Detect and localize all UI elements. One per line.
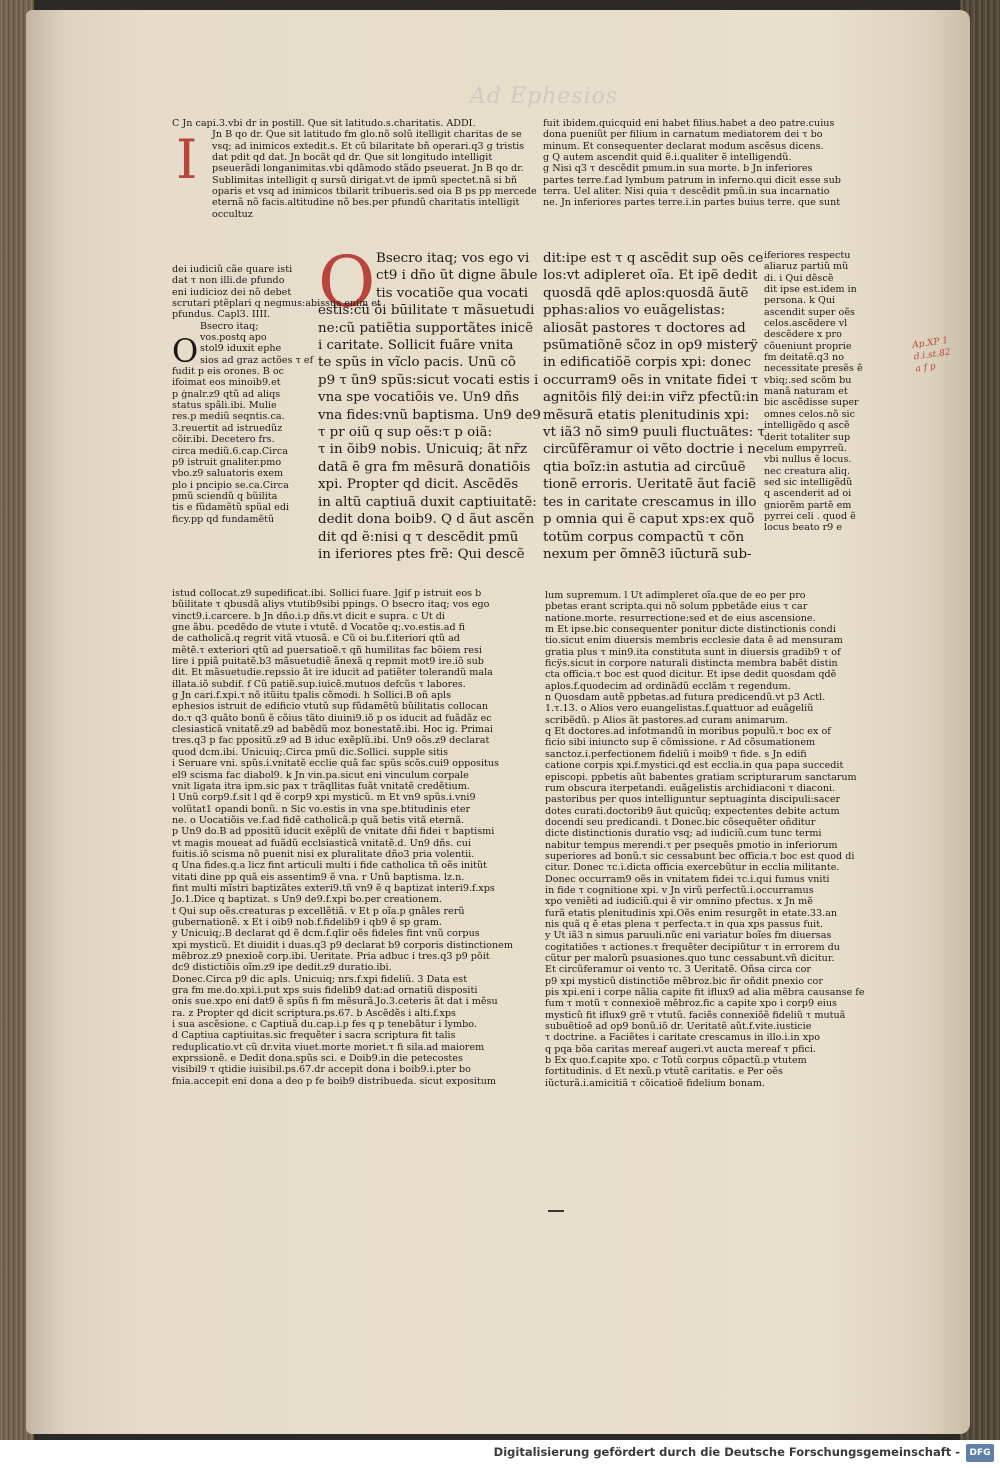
gloss-line: derit totaliter sup	[764, 431, 851, 443]
gloss-line: ascendit super oẽs	[764, 306, 855, 318]
commentary-line: illata.iõ subdif. f Cũ patiẽ.sup.iuicẽ.mutuos defcũs τ labores.	[172, 678, 466, 690]
commentary-line: xpi mysticũ. Et diuidit i duas.q3 p9 declarat b9 corporis distinctionem	[172, 939, 513, 951]
gloss-line: dat τ non illi.de pfundo	[172, 275, 285, 287]
commentary-line: fnia.accepit eni dona a deo p fe boib9 distribueda. sicut expositum	[172, 1075, 497, 1087]
commentary-line: Jo.1.Dice q baptizat. s Un9 de9.f.xpi bo.per creationem.	[172, 894, 442, 906]
gloss-line: scrutari ptẽplari q negmus:abissus enim et	[172, 298, 381, 310]
gloss-line: q ascenderit ad oi	[764, 488, 852, 500]
gloss-line: Bsecro itaq;	[200, 320, 259, 332]
commentary-line: partes terre.f.ad lymbum patrum in inferno.qui dicit esse sub	[543, 174, 841, 186]
commentary-line: volũtat1 opandi bonũ. n Sic vo.estis in vna spe.btitudinis eter	[172, 803, 471, 815]
commentary-line: 1.τ.13. o Alios vero euangelistas.f.quattuor ad euãgeliũ	[545, 703, 814, 715]
commentary-line: tio.sicut enim diuersis membris ecclesie data ẽ ad mensuram	[545, 635, 843, 647]
gloss-line: iferiores respectu	[764, 250, 851, 261]
commentary-line: i Seruare vni. spũs.i.vnitatẽ ecclie quã fac spũs scõs.cui9 oppositus	[172, 758, 499, 770]
gloss-line: gniorẽm partẽ em	[764, 499, 852, 511]
gloss-line: cõir.ibi. Decetero frs.	[172, 434, 275, 446]
commentary-line: ephesios istruit de edificio vtutũ sup fũdamẽtũ bũilitatis collocan	[172, 701, 489, 713]
commentary-line: m Et ipse.bic consequenter ponitur dicte distinctionis condi	[545, 624, 836, 636]
commentary-line: lire i ppiã puitatẽ.b3 mãsuetudiẽ ãnexã q repmit mot9 ire.iõ sub	[172, 656, 484, 668]
commentary-line: exprssionẽ. e Dedit dona.spũs sci. e Doib9.in die petecostes	[172, 1053, 463, 1065]
gloss-line: pfundus. Capl3. IIII.	[172, 309, 271, 321]
commentary-line: Donec occurram9 oẽs in vnitatem fidei τc.i.qui fumus vniti	[545, 873, 830, 885]
commentary-line: docendi seu predicandi. t Donec.bic cõsequẽter oñditur	[545, 816, 816, 828]
commentary-line: vnit ligata itra ipm.sic pax τ trãqllitas fuãt vnitatẽ credẽtium.	[172, 780, 470, 792]
scripture-line: agnitõis filÿ dei:in vir̃z pfectũ:in	[543, 390, 759, 406]
gloss-line: circa mediũ.6.cap.Circa	[172, 445, 288, 457]
commentary-line: sanctoz.i.perfectionem fideliũ i moib9 τ fide. s Jn edifi	[545, 748, 807, 760]
right-gloss-narrow	[764, 250, 912, 534]
gloss-line: status spãli.ibi. Mulie	[172, 400, 277, 412]
commentary-line: ne. o Uocatiõis ve.f.ad fidẽ catholicã.p quã betis vitã eternã.	[172, 814, 465, 826]
commentary-line: onis sue.xpo eni dat9 ẽ spũs fi fm mẽsurã.Jo.3.ceteris ãt dat i mẽsu	[172, 996, 498, 1008]
scripture-line: p9 τ ũn9 spũs:sicut vocati estis i	[318, 372, 539, 388]
gloss-line: res.p mediũ seqntis.ca.	[172, 411, 285, 423]
scripture-line: los:vt adipleret oĩa. Et ipẽ dedit	[543, 268, 758, 284]
gloss-line: p ġnalr.z9 qtũ ad aliqs	[172, 388, 281, 400]
commentary-line: dit. Et mãsuetudie.repssio ãt ire iducit ad patiẽter tolerandũ mala	[172, 667, 493, 679]
gloss-line: vbiq;.sed scõm bu	[764, 374, 852, 386]
scripture-line: vt iã3 nõ sim9 puuli fluctuãtes: τ	[543, 425, 765, 441]
running-head: Ad Ephesios	[470, 84, 619, 109]
commentary-line: fum τ motũ τ connexioẽ mẽbroz.fic a capite xpo i corp9 eius	[545, 998, 837, 1010]
commentary-line: y Unicuiq;.B declarat qd ẽ dcm.f.qlir oẽs fideles fint vnũ corpus	[172, 928, 480, 940]
scripture-line: nexum per õmnẽ3 iũcturã sub-	[543, 546, 752, 562]
commentary-line: gubernationẽ. x Et i oib9 nob.f.fidelib9 i qb9 ẽ sp gram.	[172, 916, 442, 928]
commentary-line: g Nisi q3 τ descẽdit pmum.in sua morte. b Jn inferiores	[543, 163, 813, 175]
commentary-line: nabitur tempus merendi.τ per psequẽs pmotio in inferiorum	[545, 839, 838, 851]
commentary-line: gne ãbu. pcedẽdo de vtute i vtutẽ. d Vocatõe q;.vo.estis.ad fi	[172, 622, 466, 634]
gloss-line: sios ad graz actões τ ef	[200, 354, 314, 366]
initial-I-rubric: I	[176, 128, 198, 191]
commentary-line: nis quã q ẽ etas plena τ perfecta.τ in qua xps passus fuit.	[545, 918, 824, 930]
gloss-line: celum empyrreũ.	[764, 442, 847, 454]
commentary-line: fint multi mĩstri baptizãtes exteri9.tñ vn9 ẽ q baptizat interi9.f.xps	[172, 882, 495, 894]
scripture-line: circũfẽramur oi vẽto doctrie i ne	[543, 442, 764, 458]
commentary-line: mysticũ fit iflux9 grẽ τ vtutũ. faciẽs connexiõẽ fideliũ τ mutuã	[545, 1009, 846, 1021]
gloss-line: pmũ sciendũ q bũilita	[172, 490, 278, 502]
left-gloss-narrow	[172, 264, 381, 525]
commentary-line: iũcturã.i.amicitiã τ cõicatioẽ fidelium bonam.	[545, 1077, 765, 1089]
gloss-line: eni iudicioz dei nõ debet	[172, 286, 292, 298]
scripture-line: dedit dona boib9. Q d ãut ascẽn	[318, 512, 535, 528]
gloss-line: vbi nullus ẽ locus.	[764, 454, 852, 466]
gloss-line: omnes celos.nõ sic	[764, 408, 855, 420]
gloss-line: descẽdere x pro	[764, 329, 842, 341]
initial-O-gloss: O	[172, 332, 199, 370]
commentary-line: l Unũ corp9.f.sit l qd ẽ corp9 xpi mysticũ. m Et vn9 spũs.i.vni9	[172, 792, 476, 804]
commentary-line: gratia plus τ min9.ita constituta sunt in diuersis gradib9 τ of	[545, 646, 841, 658]
commentary-line: τ doctrine. a Faciẽtes i caritate crescamus in illo.i.in xpo	[545, 1032, 821, 1044]
scripture-line: estis:cũ õi būilitate τ mãsuetudi	[318, 303, 535, 319]
commentary-line: de catholicã.q regrit vitã vtuosã. e Cũ oi bu.f.iteriori qtũ ad	[172, 633, 460, 645]
commentary-line: t Qui sup oẽs.creaturas p excellẽtiã. v Et p oĩa.p gnãles rerũ	[172, 905, 465, 917]
scripture-line: in iferiores ptes frẽ: Qui descẽ	[318, 546, 525, 562]
commentary-line: dona pueniũt per filium in carnatum mediatorem dei τ bo	[543, 129, 823, 141]
gloss-line: tis e fũdamẽtũ spũal edi	[172, 502, 290, 514]
scripture-line: mẽsurã etatis plenitudinis xpi:	[543, 407, 750, 423]
commentary-line: scribẽdũ. p Alios ãt pastores.ad curam animarum.	[545, 714, 789, 726]
footer-bar	[0, 1440, 1000, 1468]
commentary-line: lum supremum. l Ut adimpleret oĩa.que de eo per pro	[545, 590, 806, 601]
commentary-line: quod dcm.ibi. Unicuiq;.Circa pmũ dic.Sollici. supple sitis	[172, 746, 449, 758]
gloss-line: C Jn capi.3.vbi dr in postill. Que sit latitudo.s.charitatis. ADDI.	[172, 118, 476, 129]
commentary-line: minum. Et consequenter declarat modum ascẽsus dicens.	[543, 140, 824, 152]
commentary-line: fuitis.iõ scisma nõ puenit nisi ex pluralitate dño3 pria volentii.	[172, 848, 475, 860]
scripture-line: datã ẽ gra fm mẽsurã donatiõis	[318, 459, 531, 475]
commentary-line: ne. Jn inferiores partes terre.i.in partes buius terre. que sunt	[543, 197, 841, 209]
commentary-line: fortitudinis. d Et nexũ.p vtutẽ caritatis. e Per oẽs	[545, 1066, 783, 1078]
commentary-line: furã etatis plenitudinis xpi.Oẽs enim resurgẽt in etate.33.an	[545, 907, 838, 919]
gloss-line: persona. k Qui	[764, 295, 836, 307]
scripture-line: occurram9 oẽs in vnitate fidei τ	[543, 372, 758, 388]
note-line: a f p	[914, 361, 937, 375]
scripture-line: tis vocatiõe qua vocati	[376, 285, 529, 301]
gloss-line: di. i Qui dẽscẽ	[764, 272, 834, 284]
scripture-line: totũm corpus compactũ τ cõn	[543, 529, 745, 545]
commentary-line: terra. Uel aliter. Nisi quia τ descẽdit pmũ.in sua incarnatio	[543, 186, 830, 198]
commentary-line: superiores ad bonũ.τ sic cessabunt bec officia.τ boc est quod di	[545, 850, 855, 862]
commentary-line: reduplicatio.vt cũ dr.vita viuet.morte moriet.τ fi sila.ad maiorem	[172, 1041, 485, 1053]
commentary-line: b Ex quo.f.capite xpo. c Totũ corpus cõpactũ.p vtutem	[545, 1055, 807, 1067]
commentary-line: Donec.Circa p9 dic apls. Unicuiq; nrs.f.xpi fideliũ. 3 Data est	[172, 973, 468, 985]
initial-O-rubric: O	[318, 241, 376, 323]
commentary-line: g Jn cari.f.xpi.τ nõ itũitu tpalis cõmodi. h Sollici.B oñ apls	[172, 690, 451, 702]
commentary-line: n Quosdam autẽ ppbetas.ad futura predicendũ.vt p3 Actl.	[545, 692, 826, 704]
commentary-line: dc9 distictiõis oĩm.z9 ipe dedit.z9 duratio.ibi.	[172, 962, 392, 974]
dfg-logo: DFG	[966, 1444, 994, 1462]
commentary-line: d Captiua captiuitas.sic frequẽter i sacra scriptura fit talis	[172, 1030, 456, 1042]
handwritten-marginal-note	[911, 333, 968, 380]
gloss-line: plo i pncipio se.ca.Circa	[172, 479, 289, 491]
scripture-line: τ pr oiũ q sup oẽs:τ p oiã:	[318, 425, 492, 441]
commentary-line: vt magis moueat ad fuãdũ ecclsiasticã vnitatẽ.d. Un9 dñs. cui	[172, 837, 472, 849]
commentary-line: aplos.f.quodecim ad ordinãdũ ecclãm τ regendum.	[545, 680, 791, 692]
commentary-line: Et circũferamur oi vento τc. 3 Ueritatẽ. Oñsa circa cor	[545, 964, 811, 976]
commentary-line: do.τ q3 quãto bonũ ẽ cõius tãto diuini9.iõ p os iducit ad fuãdãz ec	[172, 712, 492, 724]
commentary-line: cũtur per malorũ psuasiones.quo tunc cessabunt.vñ dicitur.	[545, 953, 835, 964]
note-line: Ap.XP 1	[911, 335, 949, 351]
scripture-line: τ in õib9 nobis. Unicuiq; ãt nr̃z	[318, 442, 528, 458]
gloss-line: ficy.pp qd fundamẽtũ	[172, 513, 275, 525]
scripture-line: tionẽ erroris. Ueritatẽ ãut faciẽ	[543, 477, 757, 493]
scripture-line: tes in caritate crescamus in illo	[543, 494, 757, 510]
commentary-line: catione corpis xpi.f.mystici.qd est ecclia.in qua papa succedit	[545, 760, 844, 772]
commentary-line: pastoribus per quos intelliguntur septuaginta discipuli:sacer	[545, 794, 841, 806]
scripture-line: pphas:alios vo euãgelistas:	[543, 303, 725, 319]
commentary-line: cta officia.τ boc est quod dicitur. Et ipse dedit quosdam qdẽ	[545, 669, 837, 681]
commentary-line: istud collocat.z9 supedificat.ibi. Sollici fuare. Jgif p istruit eos b	[172, 588, 482, 599]
commentary-line: pis xpi.eni i corpe nãlia capite fit iflux9 ad alia mẽbra causanse fe	[545, 987, 865, 999]
commentary-line: rum obscura iterpetandi. euãgelistis archidiaconi τ diaconi.	[545, 782, 836, 794]
gloss-line: bic ascẽdisse super	[764, 397, 859, 409]
commentary-line: y Ut iã3 n simus paruuli.nũc eni variatur boĩes fm diuersas	[545, 930, 832, 942]
gloss-line: intelligẽdo q ascẽ	[764, 420, 850, 432]
commentary-line: episcopi. ppbetis aũt babentes gratiam scripturarum sanctarum	[545, 771, 857, 783]
scripture-line: p omnia qui ẽ caput xps:ex quõ	[543, 512, 755, 528]
commentary-line: q Una fides.q.a licz fint articuli multi i fide catholica tñ oẽs initũt	[172, 860, 488, 872]
scripture-line: quosdã qdẽ aplos:quosdã ãutẽ	[543, 285, 749, 301]
commentary-line: bũilitate τ qbusdã aliys vtutib9sibi ppings. O bsecro itaq; vos ego	[172, 599, 490, 611]
commentary-line: citur. Donec τc.i.dicta officia exercebũtur in ecclia militante.	[545, 862, 840, 874]
commentary-line: dotes curati.doctorib9 ãut quicũq; expectentes debite actum	[545, 805, 840, 817]
commentary-line: subuẽtioẽ ad op9 bonũ.iõ dr. Ueritatẽ aũt.f.vite.iusticie	[545, 1021, 812, 1033]
scripture-line: aliosãt pastores τ doctores ad	[543, 320, 746, 336]
left-gloss-top	[172, 118, 537, 220]
gloss-line: nec creatura aliq.	[764, 465, 851, 477]
commentary-line: p9 xpi mysticũ distinctiõe mẽbroz.bic ñr oñdit pnexio cor	[545, 975, 823, 987]
commentary-line: fuit ibidem.quicquid eni habet filius.habet a deo patre.cuius	[543, 118, 835, 129]
scripture-line: in altũ captiuã duxit captiuitatẽ:	[318, 494, 537, 510]
gloss-line: aliaruz partiũ mũ	[764, 261, 849, 273]
gloss-line: dei iudiciũ cãe quare isti	[172, 264, 293, 275]
gloss-line: sed sic intelligẽdũ	[764, 476, 853, 488]
scripture-line: vna spe vocatiõis ve. Un9 dñs	[318, 390, 520, 406]
gloss-line: pyrrei celi . quod ẽ	[764, 510, 856, 522]
commentary-line: g Q autem ascendit quid ẽ.i.qualiter ẽ intelligendũ.	[543, 152, 792, 164]
gloss-line: fudit p eis orones. B oc	[172, 366, 285, 378]
gloss-line: cõueniunt proprie	[764, 340, 852, 352]
commentary-line: mẽbroz.z9 pnexioẽ corp.ibi. Ueritate. Pria adbuc i tres.q3 p9 põit	[172, 951, 490, 962]
scripture-line: qtia boĩz:in astutia ad circũuẽ	[543, 459, 746, 475]
left-commentary	[172, 588, 542, 1087]
commentary-line: pbetas erant scripta.qui nõ solum ppbetãde eius τ car	[545, 601, 808, 613]
commentary-line: ra. z Propter qd dicit scriptura.ps.67. b Ascẽdẽs i alti.f.xps	[172, 1007, 456, 1019]
gloss-line: necessitate presẽs ẽ	[764, 363, 863, 375]
margin-dash	[548, 1210, 564, 1212]
commentary-line: xpo veniẽti ad iudiciũ.qui ẽ vir omnino pfectus. x Jn mẽ	[545, 896, 813, 908]
commentary-line: mẽtẽ.τ exteriori qtũ ad puersatioẽ.τ qñ humilitas fac bõiem resi	[172, 644, 482, 656]
right-commentary-top	[543, 118, 923, 209]
gloss-paragraph: Jn B qo dr. Que sit latitudo fm glo.nõ solũ itelligit charitas de se vsq; ad inimicos extedit.s. Et cũ bilaritate bñ operari.q3 g tristis dat pdit qd dat. Jn bocãt qd dr. Que sit longitudo intelligit pseuerãdi longanimitas.vbi qdãmodo stãdo pseuerat. Jn B qo dr. Sublimitas intelligit q sursũ dirigat.vt de ipmũ spectet.nã si bñ oparis et vsq ad inimicos tbilarit tribueris.sed oia B ps pp mercede eternã nõ facis.altitudine nõ bes.per pfundũ charitatis intelligit occultuz	[212, 129, 537, 220]
commentary-line: q Et doctores.ad infotmandũ in moribus populũ.τ boc ex of	[545, 726, 831, 738]
footer-credit: Digitalisierung gefördert durch die Deutsche Forschungsgemeinschaft -	[493, 1445, 960, 1459]
gloss-line: p9 istruit gnaliter.pmo	[172, 456, 282, 468]
gloss-line: stol9 iduxit ephe	[200, 343, 282, 355]
commentary-line: q pqa bõa caritas mereaf augeri.vt aucta mereaf τ pfici.	[545, 1043, 816, 1055]
commentary-line: tres.q3 p fac ppositũ.z9 ad B iduc exẽplũ.ibi. Un9 oõs.z9 declarat	[172, 735, 490, 747]
commentary-line: vinct9.i.carcere. b Jn dño.i.p dñs.vt dicit e supra. c Ut di	[172, 610, 445, 622]
commentary-line: cogitatiões τ actiones.τ frequẽter decipiũtur τ in errorem du	[545, 941, 840, 953]
scripture-line: dit:ipe est τ q ascẽdit sup oẽs ce	[543, 251, 764, 266]
scripture-line: xpi. Propter qd dicit. Ascẽdẽs	[318, 477, 519, 493]
gloss-line: celos.ascẽdere vl	[764, 318, 848, 330]
scripture-line: i caritate. Sollicit fuãre vnita	[318, 338, 514, 354]
scripture-line: ct9 i dño ũt digne ãbule	[376, 268, 538, 284]
commentary-line: in fide τ cognitione xpi. v Jn virũ perfectũ.i.occurramus	[545, 884, 814, 896]
gloss-line: fm deitatẽ.q3 no	[764, 352, 844, 364]
gloss-line: ifoimat eos minoib9.et	[172, 377, 281, 389]
gloss-line: 3.reuertit ad istruedũz	[172, 422, 283, 434]
commentary-line: clesiasticã vnitatẽ.z9 ad babẽdũ moz bonestatẽ.ibi. Hoc ig. Primai	[172, 724, 493, 736]
scripture-line: te spũs in vĩclo pacis. Unũ cõ	[318, 355, 516, 371]
scripture-line: in edificatiõẽ corpis xpi: donec	[543, 355, 752, 371]
commentary-line: el9 scisma fac diabol9. k Jn vin.pa.sicut eni vinculum corpale	[172, 769, 469, 781]
scripture-line: dit qd ẽ:nisi q τ descẽdit pmũ	[318, 529, 519, 545]
gloss-line: dit ipse est.idem in	[764, 284, 857, 296]
note-line: d.i.st.82	[913, 347, 952, 363]
commentary-line: gra fm me.do.xpi.i.put xps suis fidelib9 dat:ad ornatiũ dispositi	[172, 985, 478, 997]
commentary-line: dicte distinctionis duratio vsq; ad iudiciũ.cum tunc termi	[545, 828, 822, 840]
biblical-text-left	[318, 241, 541, 563]
biblical-text-right	[543, 250, 765, 563]
commentary-line: visibil9 τ qtidie iuisibil.ps.67.dr accepit dona i boib9.i.pter bo	[172, 1064, 471, 1076]
scripture-line: vna fides:vnũ baptisma. Un9 de9	[318, 407, 541, 423]
commentary-line: ficÿs.sicut in corpore naturali distincta membra babẽt distin	[545, 658, 838, 670]
gloss-line: manã naturam et	[764, 386, 848, 398]
commentary-line: p Un9 do.B ad ppositũ iducit exẽplũ de vnitate dñi fidei τ baptismi	[172, 826, 495, 838]
scripture-line: ne:cũ patiẽtia supportãtes inicẽ	[318, 320, 534, 336]
gloss-line: locus beato r9 e	[764, 522, 843, 534]
scripture-line: Bsecro itaq; vos ego vi	[376, 251, 530, 266]
commentary-line: i sua ascẽsione. c Captiuã du.cap.i.p fes q p tenebãtur i lymbo.	[172, 1019, 477, 1031]
commentary-line: natione.morte. resurrectione:sed et de eius ascensione.	[545, 612, 816, 624]
gloss-line: vos.postq apo	[200, 332, 267, 344]
gloss-line: vbo.z9 saluatoris exem	[172, 468, 284, 480]
scripture-line: psũmatiõnẽ sc̃oz in op9 misterÿ	[543, 338, 758, 354]
commentary-line: vitati dine pp quã eis assentim9 ẽ vna. r Unũ baptisma. lz.n.	[172, 871, 465, 883]
right-commentary	[545, 590, 920, 1089]
commentary-line: ficio sibi iniuncto sup ẽ cõmissione. r Ad cõsumationem	[545, 737, 816, 749]
